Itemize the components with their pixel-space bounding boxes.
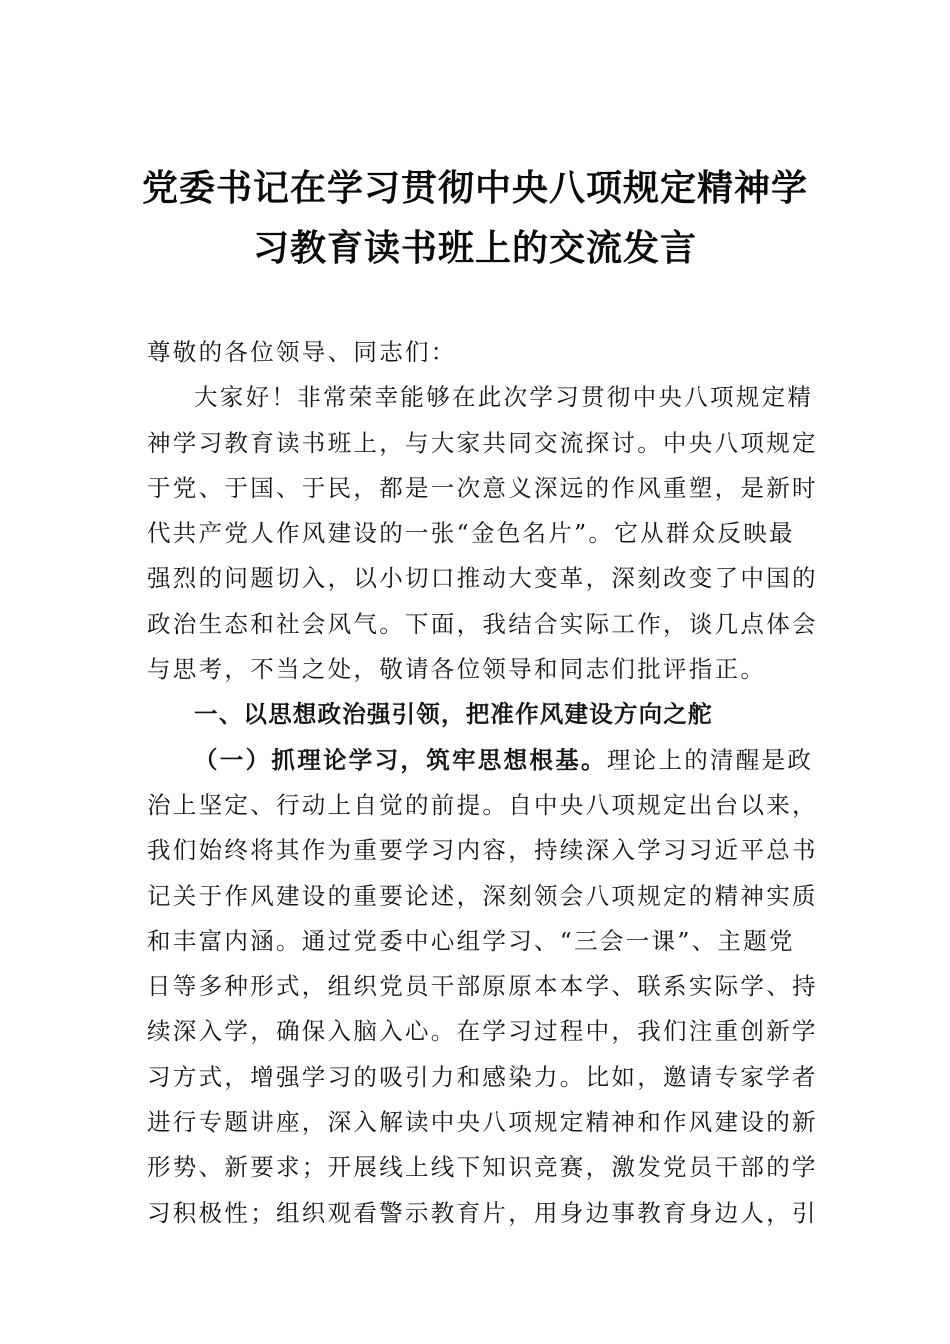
paragraph-line: 习积极性；组织观看警示教育片，用身边事教育身边人，引	[147, 1198, 818, 1227]
paragraph-line: 进行专题讲座，深入解读中央八项规定精神和作风建设的新	[147, 1108, 818, 1137]
paragraph-line: 神学习教育读书班上，与大家共同交流探讨。中央八项规定	[147, 428, 818, 457]
paragraph-line: 形势、新要求；开展线上线下知识竞赛，激发党员干部的学	[147, 1153, 818, 1182]
paragraph-line: 续深入学，确保入脑入心。在学习过程中，我们注重创新学	[147, 1017, 818, 1046]
salutation: 尊敬的各位领导、同志们：	[147, 338, 457, 366]
paragraph-line: 政治生态和社会风气。下面，我结合实际工作，谈几点体会	[147, 609, 818, 638]
paragraph-line: 代共产党人作风建设的一张“金色名片”。它从群众反映最	[147, 519, 795, 548]
subsection-heading: （一）抓理论学习，筑牢思想根基。	[194, 745, 607, 774]
title-line-2: 习教育读书班上的交流发言	[252, 227, 697, 269]
paragraph-line: 习方式，增强学习的吸引力和感染力。比如，邀请专家学者	[147, 1062, 818, 1091]
paragraph-line: 于党、于国、于民，都是一次意义深远的作风重塑，是新时	[147, 473, 818, 502]
document-body	[147, 330, 818, 1236]
subsection-first-line	[147, 738, 814, 783]
paragraph-line: 我们始终将其作为重要学习内容，持续深入学习习近平总书	[147, 836, 818, 865]
paragraph-line: 记关于作风建设的重要论述，深刻领会八项规定的精神实质	[147, 881, 818, 910]
paragraph-line: 治上坚定、行动上自觉的前提。自中央八项规定出台以来，	[147, 790, 818, 819]
paragraph-line: 和丰富内涵。通过党委中心组学习、“三会一课”、主题党	[147, 926, 795, 955]
paragraph-line: 大家好！非常荣幸能够在此次学习贯彻中央八项规定精	[194, 383, 814, 412]
section-heading: 一、以思想政治强引领，把准作风建设方向之舵	[194, 700, 713, 729]
paragraph-line: 日等多种形式，组织党员干部原原本本学、联系实际学、持	[147, 972, 818, 1001]
document-title	[110, 158, 840, 278]
title-line-1: 党委书记在学习贯彻中央八项规定精神学	[141, 167, 808, 209]
subsection-first-line-rest: 理论上的清醒是政	[606, 745, 814, 774]
paragraph-line: 与思考，不当之处，敬请各位领导和同志们批评指正。	[147, 655, 767, 684]
paragraph-line: 强烈的问题切入，以小切口推动大变革，深刻改变了中国的	[147, 564, 818, 593]
